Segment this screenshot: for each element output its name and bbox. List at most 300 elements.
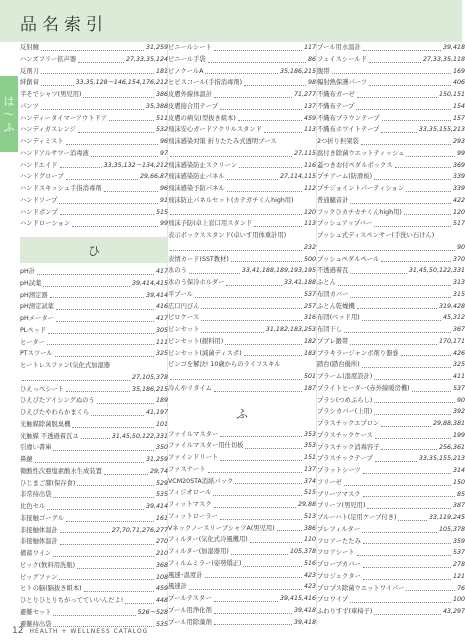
entry-term: 氷のう保冷ホルダー <box>168 279 225 286</box>
entry-pages: 100 <box>452 596 465 604</box>
entry-pages: 91 <box>159 196 168 204</box>
entry-pages: 27,70,71,276,277 <box>111 526 168 534</box>
index-entry[interactable] <box>317 430 465 442</box>
dot-leader <box>41 73 154 74</box>
index-entry[interactable] <box>317 512 465 524</box>
index-entry[interactable] <box>20 54 168 66</box>
entry-term: フィットローラー <box>168 512 218 520</box>
index-entry[interactable] <box>317 207 465 219</box>
entry-pages: 120 <box>303 208 316 216</box>
dot-leader <box>344 332 451 333</box>
index-entry[interactable] <box>20 478 168 490</box>
index-entry[interactable] <box>20 442 168 454</box>
index-entry[interactable] <box>168 207 316 219</box>
dot-leader <box>254 226 302 227</box>
index-entry[interactable] <box>168 359 316 371</box>
entry-term: 表示ボックススタンド(卓いす用体重計用) <box>168 232 287 239</box>
index-entry[interactable] <box>317 524 465 536</box>
page-title: 品名索引 <box>20 15 108 35</box>
index-entry[interactable] <box>168 195 316 207</box>
entry-list-ha <box>20 42 168 230</box>
entry-term: プブレ鍛帯 <box>317 337 349 345</box>
dot-leader <box>362 320 441 321</box>
entry-pages: 319,428 <box>438 302 465 310</box>
entry-term: プロプス除菌ウエットワイパー <box>317 584 405 592</box>
entry-list-hi <box>20 266 168 630</box>
entry-term: プライトヒーター(赤外線暖房機) <box>317 384 410 392</box>
entry-term: 飛沫感染防止パネル <box>168 173 225 181</box>
index-entry[interactable] <box>168 289 316 301</box>
index-entry[interactable] <box>317 583 465 595</box>
index-entry[interactable] <box>317 54 465 66</box>
index-entry[interactable] <box>317 66 465 78</box>
entry-pages: 535 <box>155 491 168 499</box>
entry-pages: 416 <box>155 303 168 311</box>
entry-list-fu-cont <box>317 42 465 618</box>
entry-term: 鼻鏡 <box>20 456 33 463</box>
entry-term: プラスチックケース <box>317 431 373 439</box>
dot-leader <box>56 321 154 322</box>
entry-term: ハンズフリー拡声器 <box>20 55 77 63</box>
side-index-tab[interactable] <box>0 76 18 152</box>
index-entry[interactable] <box>20 266 168 278</box>
index-entry[interactable] <box>317 277 465 289</box>
dot-leader <box>205 73 278 74</box>
entry-term: ハンドローション <box>20 220 71 228</box>
entry-pages: 339 <box>452 185 465 192</box>
index-entry[interactable] <box>20 560 168 572</box>
index-entry[interactable] <box>168 324 316 336</box>
index-entry[interactable] <box>317 124 465 136</box>
index-entry[interactable] <box>317 148 465 160</box>
entry-pages: 96 <box>159 138 168 145</box>
index-entry[interactable] <box>168 171 316 183</box>
entry-term: プッシュペダルペール <box>317 255 380 263</box>
dot-leader <box>50 297 144 298</box>
entry-pages: 314 <box>452 467 465 474</box>
entry-pages: 210 <box>155 550 168 557</box>
entry-pages: 537 <box>303 290 316 298</box>
index-entry[interactable] <box>317 289 465 301</box>
index-entry[interactable] <box>168 277 316 289</box>
index-entry[interactable] <box>317 477 465 489</box>
index-entry[interactable] <box>168 570 316 582</box>
entry-term: フィットマスク <box>168 501 212 508</box>
index-entry[interactable] <box>168 581 316 593</box>
entry-pages: 154 <box>452 102 465 110</box>
index-entry[interactable] <box>20 77 168 89</box>
entry-pages: 41,197 <box>145 409 168 416</box>
index-entry[interactable] <box>168 136 316 148</box>
index-entry[interactable] <box>168 476 316 488</box>
index-entry[interactable] <box>20 337 168 349</box>
index-entry[interactable] <box>168 254 316 266</box>
index-entry[interactable] <box>317 160 465 172</box>
index-entry[interactable] <box>20 607 168 619</box>
entry-term: ブリーフ(男児用) <box>317 502 366 510</box>
entry-pages: 426 <box>452 349 465 357</box>
entry-pages: 353 <box>303 442 316 450</box>
index-entry[interactable] <box>317 242 465 254</box>
entry-pages: 137 <box>303 465 316 473</box>
dot-leader <box>189 589 302 590</box>
dot-leader <box>205 577 302 578</box>
index-entry[interactable] <box>168 101 316 113</box>
index-entry[interactable] <box>317 442 465 454</box>
index-entry[interactable] <box>168 160 316 172</box>
index-entry[interactable] <box>317 489 465 501</box>
index-entry[interactable] <box>20 313 168 325</box>
index-entry[interactable] <box>20 384 168 396</box>
index-entry[interactable] <box>168 230 316 242</box>
entry-term: 備蓄ワイン <box>20 550 52 557</box>
index-entry[interactable] <box>317 559 465 571</box>
index-entry[interactable] <box>20 419 168 431</box>
index-entry[interactable] <box>168 113 316 125</box>
index-entry[interactable] <box>317 348 465 360</box>
index-entry[interactable] <box>20 348 168 360</box>
index-entry[interactable] <box>168 593 316 605</box>
index-entry[interactable] <box>168 54 316 66</box>
dot-leader <box>53 497 153 498</box>
index-entry[interactable] <box>317 324 465 336</box>
side-tab-char: は <box>3 94 15 108</box>
dot-leader <box>59 203 158 204</box>
index-entry[interactable] <box>317 254 465 266</box>
index-entry[interactable] <box>20 536 168 548</box>
dot-leader <box>243 566 302 567</box>
entry-term: プッシュ式ディスペンサー(手洗い石けん) <box>317 232 435 239</box>
index-entry[interactable] <box>20 525 168 537</box>
entry-term: ピンセット(銀料用) <box>168 337 224 345</box>
index-entry[interactable] <box>168 265 316 277</box>
index-entry[interactable] <box>317 406 465 418</box>
index-entry[interactable] <box>20 466 168 478</box>
index-entry[interactable] <box>317 77 465 89</box>
index-entry[interactable] <box>20 171 168 183</box>
index-entry[interactable] <box>20 372 168 384</box>
index-entry[interactable] <box>20 42 168 54</box>
dot-leader <box>381 132 416 133</box>
dot-leader <box>84 591 154 592</box>
dot-leader <box>214 601 278 602</box>
entry-term: ファイルマスター用仕切板 <box>168 442 244 450</box>
entry-pages: 183 <box>303 349 316 357</box>
index-entry[interactable] <box>317 371 465 383</box>
index-entry[interactable] <box>168 452 316 464</box>
index-entry[interactable] <box>20 195 168 207</box>
index-entry[interactable] <box>168 534 316 546</box>
dot-leader <box>362 367 451 368</box>
index-entry[interactable] <box>317 218 465 230</box>
entry-term: ブリーツマスク <box>317 490 361 498</box>
index-entry[interactable] <box>317 606 465 618</box>
index-entry[interactable] <box>168 499 316 511</box>
entry-pages: 270 <box>155 538 168 546</box>
index-entry[interactable] <box>168 440 316 452</box>
dot-leader <box>214 624 292 625</box>
dot-leader <box>91 415 144 416</box>
dot-leader <box>338 285 451 286</box>
entry-pages: 386 <box>155 91 168 98</box>
entry-pages: 39,414,415 <box>131 279 168 287</box>
index-entry[interactable] <box>20 148 168 160</box>
index-entry[interactable] <box>20 89 168 101</box>
dot-leader <box>356 109 451 110</box>
index-entry[interactable] <box>20 278 168 290</box>
dot-leader <box>374 379 451 380</box>
index-entry[interactable] <box>317 594 465 606</box>
dot-leader <box>369 85 451 86</box>
entry-pages: 169 <box>452 67 465 75</box>
entry-term: 腐付き除菌ウエットティッシュ <box>317 149 405 157</box>
index-entry[interactable] <box>317 547 465 559</box>
entry-pages: 90 <box>456 396 465 404</box>
dot-leader <box>277 530 302 531</box>
index-entry[interactable] <box>317 383 465 395</box>
entry-term: ハンディガスレンジ <box>20 126 76 134</box>
dot-leader <box>319 250 455 251</box>
entry-term: ひえぴたやわらかまくら <box>20 409 90 416</box>
index-entry[interactable] <box>20 136 168 148</box>
index-entry[interactable] <box>317 453 465 465</box>
index-entry[interactable] <box>317 301 465 313</box>
index-entry[interactable] <box>168 546 316 558</box>
index-entry[interactable] <box>20 160 168 172</box>
index-entry[interactable] <box>317 465 465 477</box>
index-entry[interactable] <box>168 371 316 383</box>
index-entry[interactable] <box>168 301 316 313</box>
entry-term: ビノクールA <box>168 67 204 75</box>
index-entry[interactable] <box>20 301 168 313</box>
dot-leader <box>83 97 154 98</box>
index-entry[interactable] <box>20 290 168 302</box>
index-entry[interactable] <box>20 513 168 525</box>
dot-leader <box>66 391 130 392</box>
dot-leader <box>97 403 154 404</box>
entry-pages: 108 <box>155 573 168 581</box>
index-entry[interactable] <box>317 89 465 101</box>
entry-pages: 423 <box>303 583 316 591</box>
entry-term: フロアーたたみ <box>317 537 361 545</box>
entry-pages: 39,414 <box>145 503 168 510</box>
entry-term: プチアーム(防滑板) <box>317 173 373 181</box>
index-entry[interactable] <box>168 242 316 254</box>
index-entry[interactable] <box>20 548 168 560</box>
index-entry[interactable] <box>20 407 168 419</box>
entry-term: ビッグファン <box>20 573 58 581</box>
index-entry[interactable] <box>168 511 316 523</box>
entry-pages: 111 <box>155 338 168 346</box>
index-entry[interactable] <box>168 336 316 348</box>
entry-term: 冷んやリタイム <box>168 384 212 392</box>
entry-pages: 157 <box>452 114 465 122</box>
entry-term: 踏台(踏台優所) <box>317 361 360 369</box>
index-entry[interactable] <box>317 359 465 371</box>
index-entry[interactable] <box>20 572 168 584</box>
index-entry[interactable] <box>168 558 316 570</box>
entry-pages: 189 <box>155 397 168 405</box>
index-entry[interactable] <box>20 207 168 219</box>
index-entry[interactable] <box>317 571 465 583</box>
index-entry[interactable] <box>317 500 465 512</box>
index-entry[interactable] <box>317 171 465 183</box>
entry-pages: 101 <box>155 420 168 428</box>
entry-pages: 511 <box>155 114 168 122</box>
index-entry[interactable] <box>317 265 465 277</box>
index-entry[interactable] <box>317 183 465 195</box>
index-entry[interactable] <box>20 431 168 443</box>
entry-pages: 39,415,416 <box>279 595 316 602</box>
dot-leader <box>350 344 437 345</box>
index-entry[interactable] <box>168 429 316 441</box>
entry-pages: 31,45,50,122,331 <box>111 432 168 440</box>
index-entry[interactable] <box>20 113 168 125</box>
entry-pages: 350 <box>155 444 168 452</box>
index-entry[interactable] <box>168 124 316 136</box>
entry-term: 皮膚外線体温計 <box>168 91 213 98</box>
dot-leader <box>35 462 144 463</box>
section-heading-hi: ひ <box>20 237 168 263</box>
index-entry[interactable] <box>20 595 168 607</box>
entry-term: ヒートレスファン(気化式加湿器 <box>20 362 111 369</box>
index-entry[interactable] <box>317 230 465 242</box>
index-entry[interactable] <box>317 312 465 324</box>
entry-pages: 181 <box>155 67 168 75</box>
index-entry[interactable] <box>20 124 168 136</box>
index-entry[interactable] <box>20 325 168 337</box>
dot-leader <box>214 50 302 51</box>
entry-pages: 532 <box>155 126 168 134</box>
index-entry[interactable] <box>317 136 465 148</box>
entry-pages: 120 <box>452 208 465 216</box>
index-entry[interactable] <box>317 113 465 125</box>
dot-leader <box>363 543 451 544</box>
index-entry[interactable] <box>20 66 168 78</box>
dot-leader <box>47 509 144 510</box>
entry-pages: 315 <box>452 290 465 298</box>
entry-term: パンツ <box>20 102 39 110</box>
entry-pages: 33,35,132〜134,212 <box>103 161 168 169</box>
index-entry[interactable] <box>168 464 316 476</box>
index-entry[interactable] <box>317 395 465 407</box>
dot-leader <box>195 297 302 298</box>
dot-leader <box>60 532 110 533</box>
entry-pages: 392 <box>452 408 465 416</box>
index-entry[interactable] <box>168 617 316 629</box>
dot-leader <box>214 507 296 508</box>
entry-pages: 417 <box>155 268 168 275</box>
index-entry[interactable] <box>20 360 168 372</box>
dot-leader <box>170 156 292 157</box>
index-entry[interactable] <box>317 42 465 54</box>
index-entry[interactable] <box>168 66 316 78</box>
entry-pages: 537 <box>452 384 465 392</box>
index-entry[interactable] <box>20 183 168 195</box>
dot-leader <box>375 438 451 439</box>
index-entry[interactable] <box>317 195 465 207</box>
index-entry[interactable] <box>20 489 168 501</box>
index-entry[interactable] <box>168 605 316 617</box>
side-tab-char: ふ <box>3 120 15 134</box>
entry-term: 布団カバー <box>317 290 349 298</box>
entry-term: フィルター(気化式冷風機用) <box>168 536 248 544</box>
entry-term: ピロケース <box>168 314 200 322</box>
entry-term: 飛沫感染防止スクリーン <box>168 161 238 169</box>
entry-pages: 33,41,188 <box>283 279 316 286</box>
index-entry[interactable] <box>317 418 465 430</box>
dot-leader <box>189 273 240 274</box>
entry-pages: 85 <box>456 490 465 498</box>
entry-pages: 386 <box>303 524 316 532</box>
entry-term: 不織布ガーゼ <box>317 91 355 98</box>
index-entry[interactable] <box>168 77 316 89</box>
index-entry[interactable] <box>20 101 168 113</box>
entry-term: 普通騒音計 <box>317 196 349 204</box>
entry-pages: 406 <box>452 79 465 87</box>
index-entry[interactable] <box>168 383 316 395</box>
entry-pages: 529 <box>155 479 168 487</box>
entry-pages: 105,378 <box>438 525 465 533</box>
index-entry[interactable] <box>168 487 316 499</box>
index-entry[interactable] <box>20 454 168 466</box>
dot-leader <box>245 448 302 449</box>
side-tab-char: 〜 <box>3 107 15 121</box>
index-entry[interactable] <box>317 336 465 348</box>
entry-term: プラスチックエプロン <box>317 420 380 427</box>
entry-term: プチジョイントパーティション <box>317 185 405 192</box>
index-entry[interactable] <box>168 42 316 54</box>
entry-term: ハンディータイマーアウトドア <box>20 114 108 122</box>
entry-pages: 116 <box>303 161 316 169</box>
index-entry[interactable] <box>168 89 316 101</box>
index-entry[interactable] <box>168 148 316 160</box>
entry-pages: 137 <box>303 102 316 110</box>
entry-term: ハンドスキッシュ手指消毒剤 <box>20 185 102 192</box>
dot-leader <box>350 273 406 274</box>
index-entry[interactable] <box>20 501 168 513</box>
entry-term: プレフィルター <box>317 525 361 533</box>
index-entry[interactable] <box>317 101 465 113</box>
entry-term: 輻射熱保護パーツ <box>317 79 368 87</box>
index-entry[interactable] <box>168 348 316 360</box>
entry-pages: 187 <box>303 384 316 392</box>
entry-term: プラットシーツ <box>317 467 361 474</box>
dot-leader <box>238 120 302 121</box>
entry-term: ブラキラージャンボ剤り器巻 <box>317 349 399 357</box>
index-entry[interactable] <box>168 523 316 535</box>
entry-pages: 516 <box>303 559 316 567</box>
entry-pages: 105,378 <box>289 548 316 555</box>
entry-term: ひじまご膝(保存食) <box>20 479 76 487</box>
entry-term: ヒビスコール(手指消毒剤) <box>168 79 243 87</box>
dot-leader <box>363 579 451 580</box>
index-entry[interactable] <box>168 312 316 324</box>
entry-pages: 151 <box>303 454 316 461</box>
entry-pages: 29,74 <box>149 467 168 475</box>
dot-leader <box>53 615 135 616</box>
index-entry[interactable] <box>168 183 316 195</box>
dot-leader <box>374 226 451 227</box>
index-entry[interactable] <box>20 395 168 407</box>
index-entry[interactable] <box>20 218 168 230</box>
index-entry[interactable] <box>317 536 465 548</box>
entry-pages: 27,33,35,124 <box>125 55 168 63</box>
index-entry[interactable] <box>20 583 168 595</box>
index-entry[interactable] <box>168 218 316 230</box>
entry-pages: 353 <box>303 430 316 438</box>
entry-term: プッシュアップバー <box>317 220 373 228</box>
